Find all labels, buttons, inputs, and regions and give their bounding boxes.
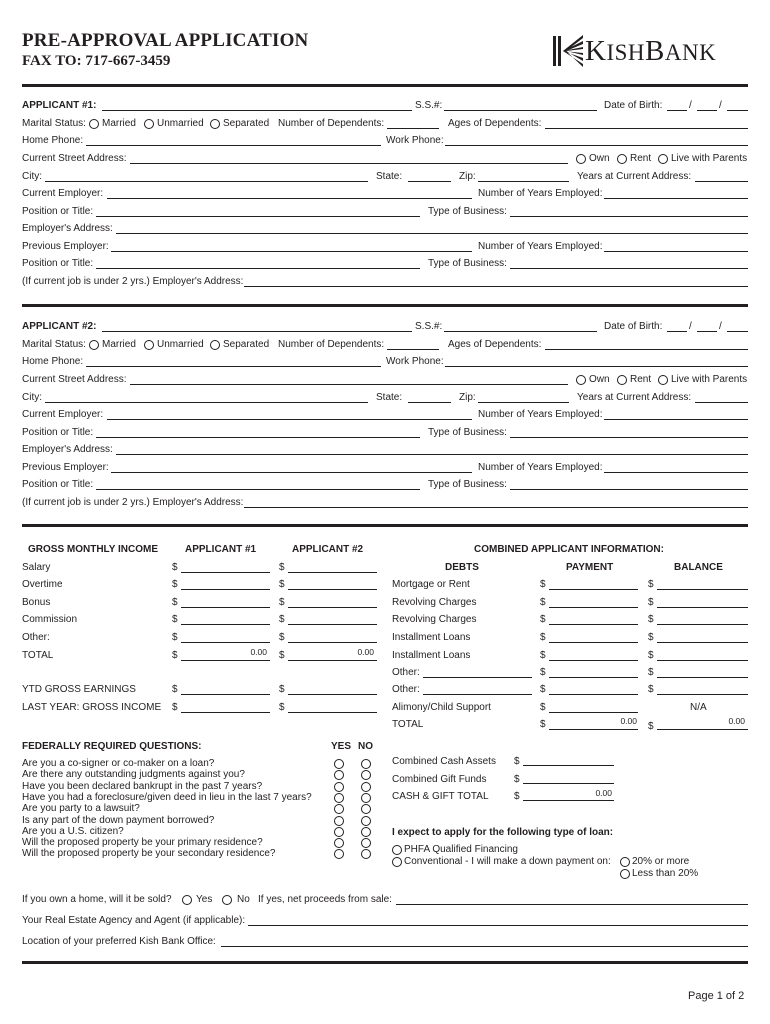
conventional-radio[interactable]	[392, 857, 402, 867]
previous-employer-label: Previous Employer:	[22, 462, 109, 473]
own-home-label: If you own a home, will it be sold?	[22, 894, 172, 905]
dollar-sign: $	[540, 632, 546, 643]
questions-header: FEDERALLY REQUIRED QUESTIONS:	[22, 741, 202, 752]
applicant1-ages-field[interactable]	[545, 128, 748, 129]
debt-row-label: Other:	[392, 667, 420, 678]
years-address-label: Years at Current Address:	[577, 392, 692, 403]
balance-na: N/A	[690, 702, 707, 713]
income-applicant2-field[interactable]	[288, 607, 377, 608]
debt-balance-field[interactable]	[657, 694, 748, 695]
prev-position-label: Position or Title:	[22, 258, 94, 269]
position-label: Position or Title:	[22, 206, 94, 217]
prev-years-employed-label: Number of Years Employed:	[478, 241, 603, 252]
applicant1-unmarried-radio[interactable]	[144, 119, 154, 129]
dollar-sign: $	[648, 667, 654, 678]
income-row-label: TOTAL	[22, 650, 54, 661]
agency-label: Your Real Estate Agency and Agent (if applicable):	[22, 915, 246, 926]
under-2yrs-label: (If current job is under 2 yrs.) Employer's Address:	[22, 276, 244, 287]
question-text: Will the proposed property be your primary residence?	[22, 837, 263, 849]
applicant1-home-phone-field[interactable]	[86, 145, 381, 146]
kish-bank-logo	[553, 35, 749, 67]
page-number: Page 1 of 2	[688, 990, 745, 1002]
business-type-label: Type of Business:	[428, 427, 507, 438]
applicant2-ages-field[interactable]	[545, 349, 748, 350]
other-debt-name-field[interactable]	[423, 694, 532, 695]
ytd-applicant2-field[interactable]	[288, 694, 377, 695]
dollar-sign: $	[540, 579, 546, 590]
question-text: Is any part of the down payment borrowed?	[22, 814, 215, 826]
applicant1-street-field[interactable]	[130, 163, 568, 164]
debt-payment-field[interactable]	[549, 642, 638, 643]
income-applicant2-field[interactable]	[288, 589, 377, 590]
debt-payment-field[interactable]	[549, 729, 638, 730]
question-yes-radio[interactable]	[334, 849, 344, 859]
debt-row-label: Revolving Charges	[392, 614, 477, 625]
applicant1-years-address-field[interactable]	[695, 181, 748, 182]
combined-header: COMBINED APPLICANT INFORMATION:	[474, 544, 664, 555]
dollar-sign: $	[172, 614, 178, 625]
applicant2-prev-business-field[interactable]	[510, 489, 748, 490]
dollar-sign: $	[514, 774, 520, 785]
prev-business-type-label: Type of Business:	[428, 479, 507, 490]
home-sold-no-label: No	[237, 894, 250, 905]
applicant1-business-type-field[interactable]	[510, 216, 748, 217]
home-sold-no-radio[interactable]	[222, 895, 232, 905]
divider	[22, 304, 748, 307]
income-applicant2-field[interactable]	[288, 660, 377, 661]
live-parents-label: Live with Parents	[671, 153, 748, 164]
applicant2-prev-years-field[interactable]	[604, 472, 748, 473]
divider	[22, 961, 748, 964]
divider	[22, 524, 748, 527]
dependents-label: Number of Dependents:	[278, 118, 385, 129]
applicant2-street-field[interactable]	[130, 384, 568, 385]
dollar-sign: $	[648, 650, 654, 661]
home-phone-label: Home Phone:	[22, 356, 84, 367]
debt-row-label: Alimony/Child Support	[392, 702, 491, 713]
total-payment-value: 0.00	[620, 716, 637, 726]
applicant2-years-employed-field[interactable]	[604, 419, 748, 420]
income-col-applicant2: APPLICANT #2	[292, 544, 364, 555]
separated-label: Separated	[223, 339, 270, 350]
income-header: GROSS MONTHLY INCOME	[28, 544, 159, 555]
city-label: City:	[22, 392, 42, 403]
question-no-radio[interactable]	[361, 804, 371, 814]
question-yes-radio[interactable]	[334, 793, 344, 803]
dollar-sign: $	[540, 597, 546, 608]
applicant1-separated-radio[interactable]	[210, 119, 220, 129]
applicant2-ss-field[interactable]	[444, 331, 597, 332]
dollar-sign: $	[514, 756, 520, 767]
applicant2-unmarried-radio[interactable]	[144, 340, 154, 350]
live-parents-label: Live with Parents	[671, 374, 748, 385]
dollar-sign: $	[279, 632, 285, 643]
question-text: Have you been declared bankrupt in the past 7 years?	[22, 780, 263, 792]
prev-business-type-label: Type of Business:	[428, 258, 507, 269]
under-2yrs-label: (If current job is under 2 yrs.) Employer's Address:	[22, 497, 244, 508]
twenty-or-more-label: 20% or more	[632, 856, 690, 867]
question-no-radio[interactable]	[361, 827, 371, 837]
debts-header: DEBTS	[445, 562, 479, 573]
other-debt-name-field[interactable]	[423, 677, 532, 678]
married-label: Married	[102, 118, 136, 129]
income-row-label: Commission	[22, 614, 78, 625]
loan-type-header: I expect to apply for the following type of loan:	[392, 827, 614, 838]
fax-number: FAX TO: 717-667-3459	[22, 53, 171, 69]
slash: /	[719, 100, 722, 111]
dollar-sign: $	[648, 721, 654, 732]
ytd-applicant1-field[interactable]	[181, 694, 270, 695]
applicant1-ss-field[interactable]	[444, 110, 597, 111]
employer-label: Current Employer:	[22, 188, 104, 199]
page-title: PRE-APPROVAL APPLICATION	[22, 30, 309, 51]
years-employed-label: Number of Years Employed:	[478, 409, 603, 420]
phfa-label: PHFA Qualified Financing	[404, 844, 518, 855]
home-phone-label: Home Phone:	[22, 135, 84, 146]
dollar-sign: $	[172, 579, 178, 590]
dollar-sign: $	[648, 632, 654, 643]
income-row-label: Salary	[22, 562, 51, 573]
question-text: Are there any outstanding judgments against you?	[22, 769, 245, 781]
applicant1-zip-field[interactable]	[478, 181, 569, 182]
debt-payment-field[interactable]	[549, 712, 638, 713]
position-label: Position or Title:	[22, 427, 94, 438]
applicant1-married-radio[interactable]	[89, 119, 99, 129]
dollar-sign: $	[648, 684, 654, 695]
applicant2-dob-day[interactable]	[697, 331, 717, 332]
income-applicant1-field[interactable]	[181, 589, 270, 590]
applicant1-under-2yrs-field[interactable]	[244, 286, 748, 287]
debt-balance-field[interactable]	[657, 624, 748, 625]
business-type-label: Type of Business:	[428, 206, 507, 217]
question-no-radio[interactable]	[361, 849, 371, 859]
yes-header: YES	[331, 741, 352, 752]
question-text: Are you a U.S. citizen?	[22, 825, 124, 837]
income-col-applicant1: APPLICANT #1	[185, 544, 257, 555]
sunburst-icon	[553, 35, 583, 67]
dollar-sign: $	[540, 684, 546, 695]
zip-label: Zip:	[459, 392, 476, 403]
cash-gift-total-label: CASH & GIFT TOTAL	[392, 791, 489, 802]
debt-row-label: Other:	[392, 684, 420, 695]
applicant2-dob-month[interactable]	[667, 331, 687, 332]
question-no-radio[interactable]	[361, 816, 371, 826]
phfa-radio[interactable]	[392, 845, 402, 855]
dollar-sign: $	[648, 579, 654, 590]
income-row-label: Other:	[22, 632, 50, 643]
applicant2-work-phone-field[interactable]	[445, 366, 748, 367]
dob-label: Date of Birth:	[604, 100, 663, 111]
last-year-label: LAST YEAR: GROSS INCOME	[22, 702, 162, 713]
ages-dependents-label: Ages of Dependents:	[448, 118, 542, 129]
income-total-applicant2: 0.00	[357, 647, 374, 657]
state-label: State:	[376, 171, 403, 182]
applicant2-zip-field[interactable]	[478, 402, 569, 403]
applicant1-work-phone-field[interactable]	[445, 145, 748, 146]
applicant2-separated-radio[interactable]	[210, 340, 220, 350]
ytd-label: YTD GROSS EARNINGS	[22, 684, 136, 695]
marital-status-label: Marital Status:	[22, 118, 86, 129]
income-applicant2-field[interactable]	[288, 642, 377, 643]
question-yes-radio[interactable]	[334, 804, 344, 814]
net-proceeds-label: If yes, net proceeds from sale:	[258, 894, 392, 905]
debt-balance-field[interactable]	[657, 607, 748, 608]
dollar-sign: $	[540, 650, 546, 661]
applicant2-dob-year[interactable]	[727, 331, 748, 332]
married-label: Married	[102, 339, 136, 350]
dollar-sign: $	[540, 719, 546, 730]
applicant2-state-field[interactable]	[408, 402, 451, 403]
applicant2-name-field[interactable]	[102, 331, 412, 332]
twenty-or-more-radio[interactable]	[620, 857, 630, 867]
applicant1-years-employed-field[interactable]	[604, 198, 748, 199]
home-sold-yes-label: Yes	[196, 894, 213, 905]
income-total-applicant1: 0.00	[250, 647, 267, 657]
prev-years-employed-label: Number of Years Employed:	[478, 462, 603, 473]
no-header: NO	[358, 741, 373, 752]
debt-payment-field[interactable]	[549, 694, 638, 695]
conventional-label: Conventional - I will make a down payment on:	[404, 856, 611, 867]
slash: /	[689, 321, 692, 332]
debt-balance-field[interactable]	[657, 660, 748, 661]
income-applicant1-field[interactable]	[181, 660, 270, 661]
dollar-sign: $	[279, 597, 285, 608]
debt-balance-field[interactable]	[657, 589, 748, 590]
debt-payment-field[interactable]	[549, 589, 638, 590]
dollar-sign: $	[172, 650, 178, 661]
gift-funds-label: Combined Gift Funds	[392, 774, 487, 785]
debt-row-label: Mortgage or Rent	[392, 579, 470, 590]
dependents-label: Number of Dependents:	[278, 339, 385, 350]
less-than-twenty-radio[interactable]	[620, 869, 630, 879]
total-balance-value: 0.00	[728, 716, 745, 726]
applicant2-business-type-field[interactable]	[510, 437, 748, 438]
question-no-radio[interactable]	[361, 759, 371, 769]
dollar-sign: $	[648, 614, 654, 625]
dollar-sign: $	[172, 702, 178, 713]
own-label: Own	[589, 153, 610, 164]
applicant2-previous-employer-field[interactable]	[111, 472, 472, 473]
unmarried-label: Unmarried	[157, 118, 204, 129]
applicant1-previous-employer-field[interactable]	[111, 251, 472, 252]
applicant1-position-field[interactable]	[96, 216, 420, 217]
applicant1-prev-position-field[interactable]	[96, 268, 420, 269]
own-label: Own	[589, 374, 610, 385]
dollar-sign: $	[279, 702, 285, 713]
applicant1-state-field[interactable]	[408, 181, 451, 182]
applicant2-under-2yrs-field[interactable]	[244, 507, 748, 508]
income-applicant1-field[interactable]	[181, 642, 270, 643]
applicant1-prev-business-field[interactable]	[510, 268, 748, 269]
applicant1-employer-field[interactable]	[107, 198, 472, 199]
prev-position-label: Position or Title:	[22, 479, 94, 490]
cash-gift-total-value: 0.00	[595, 788, 612, 798]
applicant2-employer-address-field[interactable]	[116, 454, 748, 455]
question-yes-radio[interactable]	[334, 838, 344, 848]
question-no-radio[interactable]	[361, 782, 371, 792]
question-yes-radio[interactable]	[334, 782, 344, 792]
ages-dependents-label: Ages of Dependents:	[448, 339, 542, 350]
applicant2-prev-position-field[interactable]	[96, 489, 420, 490]
question-yes-radio[interactable]	[334, 827, 344, 837]
dollar-sign: $	[540, 667, 546, 678]
question-no-radio[interactable]	[361, 838, 371, 848]
applicant2-dependents-field[interactable]	[387, 349, 439, 350]
dollar-sign: $	[279, 650, 285, 661]
debt-payment-field[interactable]	[549, 624, 638, 625]
debt-row-label: Revolving Charges	[392, 597, 477, 608]
dollar-sign: $	[172, 562, 178, 573]
office-location-label: Location of your preferred Kish Bank Office:	[22, 936, 216, 947]
question-no-radio[interactable]	[361, 793, 371, 803]
cash-assets-field[interactable]	[523, 765, 614, 766]
applicant2-label: APPLICANT #2:	[22, 321, 97, 332]
logo-wordmark: KISHBANK	[585, 35, 717, 67]
income-applicant1-field[interactable]	[181, 607, 270, 608]
office-location-field[interactable]	[221, 946, 748, 947]
dollar-sign: $	[514, 791, 520, 802]
street-label: Current Street Address:	[22, 374, 127, 385]
debt-balance-field[interactable]	[657, 729, 748, 730]
question-text: Are you party to a lawsuit?	[22, 803, 140, 815]
dob-label: Date of Birth:	[604, 321, 663, 332]
zip-label: Zip:	[459, 171, 476, 182]
applicant1-dob-day[interactable]	[697, 110, 717, 111]
home-sold-yes-radio[interactable]	[182, 895, 192, 905]
dollar-sign: $	[279, 562, 285, 573]
slash: /	[689, 100, 692, 111]
dollar-sign: $	[172, 632, 178, 643]
ss-label: S.S.#:	[415, 100, 443, 111]
previous-employer-label: Previous Employer:	[22, 241, 109, 252]
question-text: Have you had a foreclosure/given deed in lieu in the last 7 years?	[22, 791, 312, 803]
applicant2-city-field[interactable]	[45, 402, 368, 403]
agency-field[interactable]	[248, 925, 748, 926]
question-text: Are you a co-signer or co-maker on a loan?	[22, 758, 215, 769]
ss-label: S.S.#:	[415, 321, 443, 332]
income-applicant2-field[interactable]	[288, 572, 377, 573]
applicant1-prev-years-field[interactable]	[604, 251, 748, 252]
applicant1-dob-year[interactable]	[727, 110, 748, 111]
dollar-sign: $	[540, 614, 546, 625]
question-yes-radio[interactable]	[334, 770, 344, 780]
dollar-sign: $	[279, 614, 285, 625]
dollar-sign: $	[279, 579, 285, 590]
applicant1-dob-month[interactable]	[667, 110, 687, 111]
applicant2-own-radio[interactable]	[576, 375, 586, 385]
applicant2-position-field[interactable]	[96, 437, 420, 438]
rent-label: Rent	[630, 153, 652, 164]
debt-balance-field[interactable]	[657, 642, 748, 643]
state-label: State:	[376, 392, 403, 403]
applicant1-employer-address-field[interactable]	[116, 233, 748, 234]
applicant1-label: APPLICANT #1:	[22, 100, 97, 111]
income-row-label: Overtime	[22, 579, 63, 590]
rent-label: Rent	[630, 374, 652, 385]
slash: /	[719, 321, 722, 332]
applicant1-own-radio[interactable]	[576, 154, 586, 164]
question-yes-radio[interactable]	[334, 759, 344, 769]
dollar-sign: $	[648, 597, 654, 608]
debt-payment-field[interactable]	[549, 677, 638, 678]
applicant2-parents-radio[interactable]	[658, 375, 668, 385]
work-phone-label: Work Phone:	[386, 135, 444, 146]
debt-row-label: TOTAL	[392, 719, 424, 730]
city-label: City:	[22, 171, 42, 182]
employer-address-label: Employer's Address:	[22, 223, 113, 234]
debt-row-label: Installment Loans	[392, 632, 471, 643]
applicant1-rent-radio[interactable]	[617, 154, 627, 164]
income-applicant2-field[interactable]	[288, 624, 377, 625]
debt-payment-field[interactable]	[549, 660, 638, 661]
employer-address-label: Employer's Address:	[22, 444, 113, 455]
years-address-label: Years at Current Address:	[577, 171, 692, 182]
applicant2-employer-field[interactable]	[107, 419, 472, 420]
employer-label: Current Employer:	[22, 409, 104, 420]
income-applicant1-field[interactable]	[181, 624, 270, 625]
income-row-label: Bonus	[22, 597, 51, 608]
applicant1-city-field[interactable]	[45, 181, 368, 182]
question-no-radio[interactable]	[361, 770, 371, 780]
question-text: Will the proposed property be your secondary residence?	[22, 848, 276, 860]
cash-assets-label: Combined Cash Assets	[392, 756, 496, 767]
applicant1-name-field[interactable]	[102, 110, 412, 111]
last-year-applicant1-field[interactable]	[181, 712, 270, 713]
separated-label: Separated	[223, 118, 270, 129]
street-label: Current Street Address:	[22, 153, 127, 164]
applicant2-home-phone-field[interactable]	[86, 366, 381, 367]
cash-gift-total-field[interactable]	[523, 800, 614, 801]
less-than-twenty-label: Less than 20%	[632, 868, 699, 879]
question-yes-radio[interactable]	[334, 816, 344, 826]
debt-row-label: Installment Loans	[392, 650, 471, 661]
dollar-sign: $	[540, 702, 546, 713]
dollar-sign: $	[172, 597, 178, 608]
years-employed-label: Number of Years Employed:	[478, 188, 603, 199]
divider	[22, 84, 748, 87]
debt-balance-field[interactable]	[657, 677, 748, 678]
applicant2-married-radio[interactable]	[89, 340, 99, 350]
applicant2-years-address-field[interactable]	[695, 402, 748, 403]
dollar-sign: $	[172, 684, 178, 695]
payment-header: PAYMENT	[566, 562, 614, 573]
applicant1-parents-radio[interactable]	[658, 154, 668, 164]
marital-status-label: Marital Status:	[22, 339, 86, 350]
income-applicant1-field[interactable]	[181, 572, 270, 573]
unmarried-label: Unmarried	[157, 339, 204, 350]
dollar-sign: $	[279, 684, 285, 695]
applicant1-dependents-field[interactable]	[387, 128, 439, 129]
debt-payment-field[interactable]	[549, 607, 638, 608]
work-phone-label: Work Phone:	[386, 356, 444, 367]
gift-funds-field[interactable]	[523, 783, 614, 784]
net-proceeds-field[interactable]	[396, 904, 748, 905]
last-year-applicant2-field[interactable]	[288, 712, 377, 713]
balance-header: BALANCE	[674, 562, 723, 573]
applicant2-rent-radio[interactable]	[617, 375, 627, 385]
